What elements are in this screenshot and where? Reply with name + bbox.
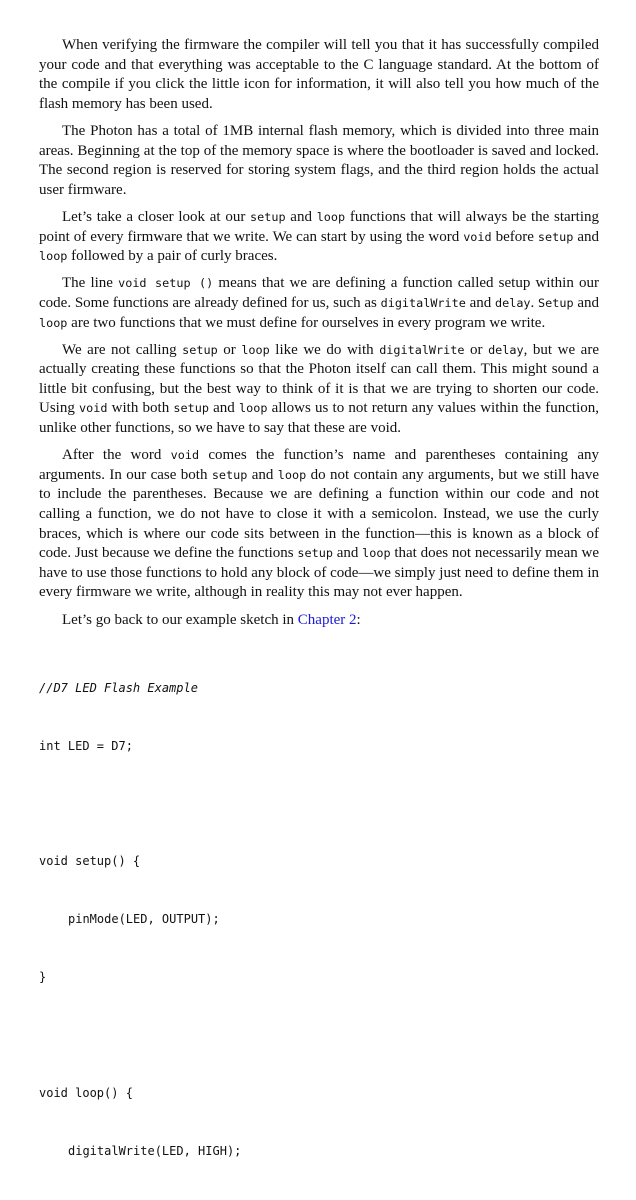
inline-code: setup [173, 401, 209, 416]
code-line: int LED = D7; [39, 738, 133, 753]
inline-code: digitalWrite [379, 342, 465, 357]
inline-code: void [463, 229, 492, 244]
inline-code: loop [277, 467, 307, 482]
inline-code: loop [39, 249, 68, 264]
inline-code: loop [362, 546, 391, 561]
inline-code: loop [316, 209, 346, 224]
code-blank-line [39, 795, 599, 814]
inline-code: void setup () [118, 276, 214, 291]
paragraph-flash-verify: When verifying the firmware the compiler will tell you that it has successfully compiled your code and that everything was acceptable to the C language standard. At the bottom of the compile if you click the little icon for information, it will also tell you how much of the flash memory has been used. [39, 37, 599, 112]
code-line: void loop() { [39, 1086, 133, 1101]
code-blank-line [39, 1026, 599, 1045]
inline-code: delay [488, 342, 524, 357]
code-line: pinMode(LED, OUTPUT); [68, 912, 220, 927]
code-line: } [39, 970, 47, 985]
code-block [39, 640, 599, 1200]
inline-code: Setup [538, 295, 574, 310]
inline-code: setup [297, 546, 333, 561]
inline-code: setup [182, 342, 218, 357]
inline-code: setup [211, 467, 248, 482]
page-body [39, 36, 599, 1200]
paragraph-flash-memory: The Photon has a total of 1MB internal flash memory, which is divided into three main areas. Beginning at the top of the memory space is where the bootloader is saved and locked. The second region is reserved for storing system flags, and the third region holds the actual user firmware. [39, 122, 599, 198]
inline-code: void [170, 448, 200, 463]
code-line: void setup() { [39, 854, 141, 869]
inline-code: delay [495, 295, 531, 310]
paragraph-void-setup: The line void setup () means that we are defining a function called setup within our code. Some functions are already defined for us, such as digitalWrite and delay. Setup and loop are two functions that we must define for ourselves in every program we write. [39, 275, 599, 331]
inline-code: digitalWrite [380, 295, 466, 310]
inline-code: setup [250, 209, 286, 224]
paragraph-function-name: After the word void comes the function’s name and parentheses containing any arguments. In our case both setup and loop do not contain any arguments, but we still have to include the parentheses. Because we are defining a function within our code and not calling a function, we do not have to close it with a semicolon. Instead, we use the curly braces, which is where our code sits between in the function—this is known as a block of code. Just because we define the functions setup and loop that does not necessarily mean we have to use those functions to hold any block of code—we simply just need to define them in every firmware we write, although in reality this may not ever happen. [39, 447, 599, 601]
paragraph-example-sketch: Let’s go back to our example sketch in Chapter 2: [62, 611, 361, 628]
inline-code: setup [537, 229, 574, 244]
chapter-2-link[interactable]: Chapter 2 [297, 611, 357, 628]
inline-code: void [79, 401, 108, 416]
inline-code: loop [239, 401, 268, 416]
inline-code: loop [241, 342, 270, 357]
paragraph-setup-loop-intro: Let’s take a closer look at our setup and loop functions that will always be the starting point of every firmware that we write. We can start by using the word void before setup and loop followed by a pair of curly braces. [39, 208, 599, 265]
code-line: digitalWrite(LED, HIGH); [68, 1143, 242, 1158]
paragraph-not-calling: We are not calling setup or loop like we do with digitalWrite or delay, but we are actually creating these functions so that the Photon itself can call them. This might sound a little bit confusing, but the best way to think of it is that we are trying to shorten our code. Using void with both setup and loop allows us to not return any values within the function, unlike other functions, so we have to say that these are void. [39, 341, 599, 437]
inline-code: loop [39, 315, 68, 330]
code-comment-line: //D7 LED Flash Example [39, 680, 198, 695]
